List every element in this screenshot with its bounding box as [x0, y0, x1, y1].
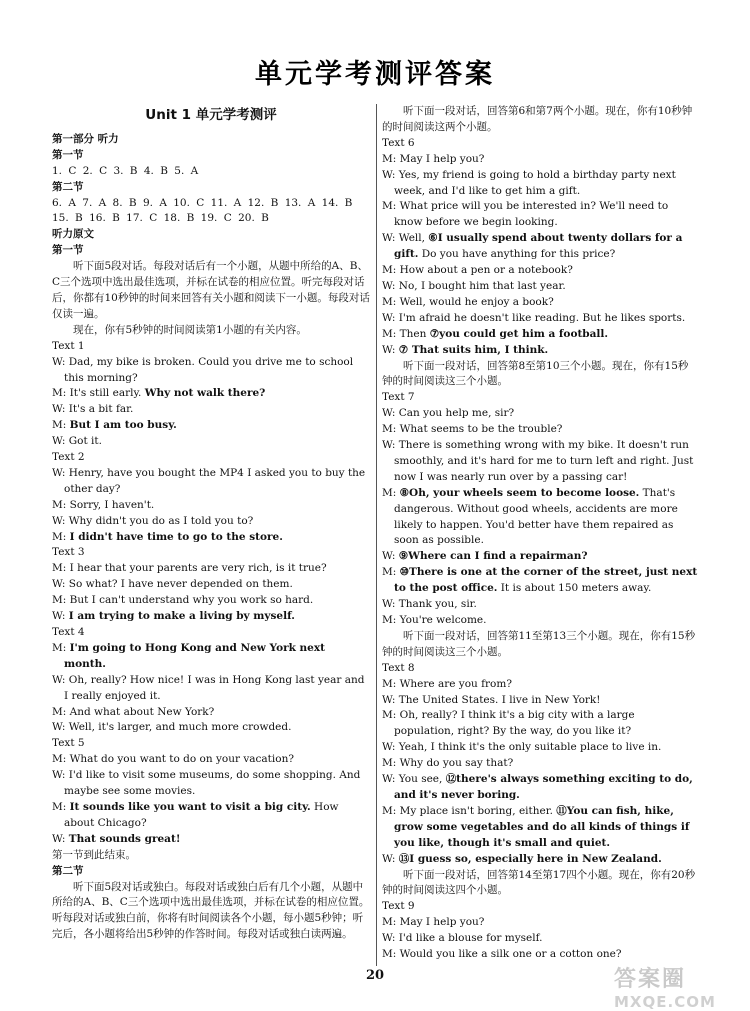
- line-text: M:: [52, 800, 70, 813]
- dialogue-line: [52, 768, 370, 800]
- line-text: M: Oh, really? I think it's a big city with a large population, right? By the way, do you like it?: [382, 709, 635, 738]
- dialogue-line: [52, 514, 370, 530]
- section-heading: [52, 132, 370, 148]
- line-text: 第二节: [52, 180, 84, 193]
- line-text: W: Yes, my friend is going to hold a birthday party next week, and I'd like to get him a gift.: [382, 168, 676, 197]
- dialogue-line: [382, 804, 698, 852]
- line-text: W: Well,: [382, 232, 429, 245]
- line-text: Text 5: [52, 737, 85, 750]
- answer-key-text: ⑪You can fish, hike, grow some vegetables and do all kinds of things if you like, though it's small and quiet.: [394, 804, 690, 849]
- line-text: W: Yeah, I think it's the only suitable place to live in.: [382, 741, 662, 754]
- line-text: Text 2: [52, 451, 85, 464]
- dialogue-line: [52, 434, 370, 450]
- answer-key-text: ⑥I usually spend about twenty dollars for a gift.: [394, 232, 683, 261]
- answer-key-text: I am trying to make a living by myself.: [68, 610, 295, 623]
- line-text: W:: [52, 610, 69, 623]
- line-text: W: Henry, have you bought the MP4 I asked you to buy the other day?: [52, 466, 366, 495]
- line-text: W: Thank you, sir.: [382, 598, 477, 611]
- line-text: 第一节: [52, 148, 84, 161]
- text-line: [52, 211, 370, 227]
- line-text: M:: [52, 419, 70, 432]
- line-text: Text 3: [52, 546, 85, 559]
- dialogue-line: [52, 418, 370, 434]
- text-line: [52, 736, 370, 752]
- dialogue-line: [52, 832, 370, 848]
- line-text: 15. B 16. B 17. C 18. B 19. C 20. B: [52, 212, 269, 225]
- line-text: Text 7: [382, 391, 415, 404]
- line-text: 现在，你有5秒钟的时间阅读第1小题的有关内容。: [73, 323, 307, 336]
- dialogue-line: [382, 947, 698, 963]
- line-text: M:: [52, 641, 70, 654]
- column-divider: [376, 104, 377, 966]
- dialogue-line: [382, 597, 698, 613]
- line-text: W: No, I bought him that last year.: [382, 279, 566, 292]
- line-text: W: Dad, my bike is broken. Could you drive me to school this morning?: [52, 355, 354, 384]
- line-text: M:: [52, 530, 70, 543]
- answer-key-text: ⑦you could get him a football.: [429, 327, 609, 340]
- text-line: [382, 104, 698, 136]
- line-text: Text 1: [52, 339, 85, 352]
- line-text: Text 6: [382, 136, 415, 149]
- section-heading: [52, 243, 370, 259]
- line-text: 第一节到此结束。: [52, 848, 136, 861]
- line-text: W:: [382, 852, 399, 865]
- text-line: [382, 136, 698, 152]
- dialogue-line: [52, 673, 370, 705]
- watermark-top: 答案圈: [614, 967, 687, 992]
- text-line: [382, 899, 698, 915]
- dialogue-line: [52, 800, 370, 832]
- line-text-after: It is about 150 meters away.: [497, 582, 652, 595]
- dialogue-line: [382, 263, 698, 279]
- dialogue-line: [382, 915, 698, 931]
- text-line: [382, 359, 698, 391]
- line-text: M: What seems to be the trouble?: [382, 423, 563, 436]
- line-text: W: So what? I have never depended on them.: [52, 578, 293, 591]
- dialogue-line: [382, 438, 698, 486]
- dialogue-line: [382, 772, 698, 804]
- dialogue-line: [52, 609, 370, 625]
- section-heading: [52, 180, 370, 196]
- text-line: [52, 450, 370, 466]
- line-text: M: May I help you?: [382, 916, 485, 929]
- line-text: W:: [382, 343, 399, 356]
- line-text: M: Well, would he enjoy a book?: [382, 295, 554, 308]
- dialogue-line: [52, 561, 370, 577]
- text-line: [52, 164, 370, 180]
- line-text: 听下面5段对话或独白。每段对话或独白后有几个小题，从题中所给的A、B、C三个选项中选出最佳选项，并标在试卷的相应位置。听每段对话或独白前，你将有时间阅读各个小题，每小题5秒钟；听完后，各小题将给出5秒钟的作答时间。每段对话或独白读两遍。: [52, 880, 370, 941]
- page-title: 单元学考测评答案: [255, 59, 495, 90]
- line-text: 6. A 7. A 8. B 9. A 10. C 11. A 12. B 13. A 14. B: [52, 196, 353, 209]
- line-text: W: The United States. I live in New York!: [382, 693, 601, 706]
- line-text: M: My place isn't boring, either.: [382, 804, 557, 817]
- text-line: [382, 390, 698, 406]
- line-text: M: It's still early.: [52, 387, 145, 400]
- line-text: W: Oh, really? How nice! I was in Hong Kong last year and I really enjoyed it.: [52, 673, 365, 702]
- answer-key-text: But I am too busy.: [69, 419, 177, 432]
- line-text: W: Well, it's larger, and much more crowded.: [52, 721, 292, 734]
- dialogue-line: [52, 641, 370, 673]
- line-text: 听下面一段对话，回答第8至第10三个小题。现在，你有15秒钟的时间阅读这三个小题。: [382, 359, 689, 388]
- answer-key-text: It sounds like you want to visit a big city.: [69, 800, 311, 813]
- answer-key-text: I didn't have time to go to the store.: [69, 530, 283, 543]
- line-text: W:: [52, 832, 69, 845]
- dialogue-line: [382, 756, 698, 772]
- dialogue-line: [52, 386, 370, 402]
- line-text: W: I'd like a blouse for myself.: [382, 932, 543, 945]
- text-line: [52, 880, 370, 944]
- line-text: 听下面一段对话，回答第11至第13三个小题。现在，你有15秒钟的时间阅读这三个小题。: [382, 629, 696, 658]
- line-text: M:: [382, 566, 400, 579]
- section-heading: [52, 864, 370, 880]
- dialogue-line: [382, 931, 698, 947]
- line-text: M: How about a pen or a notebook?: [382, 264, 573, 277]
- dialogue-line: [52, 593, 370, 609]
- line-text: Text 9: [382, 900, 415, 913]
- answer-key-text: ⑬I guess so, especially here in New Zealand.: [398, 852, 662, 865]
- text-line: [382, 629, 698, 661]
- line-text: M: Then: [382, 327, 430, 340]
- dialogue-line: [382, 343, 698, 359]
- line-text: M: You're welcome.: [382, 614, 487, 626]
- watermark-logo: [614, 962, 742, 1011]
- answer-key-text: Why not walk there?: [144, 387, 266, 400]
- dialogue-line: [382, 406, 698, 422]
- right-column: [382, 104, 698, 963]
- line-text: 第二节: [52, 864, 84, 877]
- dialogue-line: [52, 720, 370, 736]
- dialogue-line: [382, 693, 698, 709]
- dialogue-line: [52, 466, 370, 498]
- line-text: M: Where are you from?: [382, 677, 512, 690]
- dialogue-line: [52, 402, 370, 418]
- line-text-after: That's dangerous. Without good wheels, accidents are more likely to happen. You'd better have them repaired as soon as possible.: [394, 486, 678, 547]
- text-line: [52, 196, 370, 212]
- dialogue-line: [52, 705, 370, 721]
- text-line: [52, 625, 370, 641]
- text-line: [52, 848, 370, 864]
- unit-heading: Unit 1 单元学考测评: [145, 107, 277, 123]
- line-text: 听力原文: [52, 228, 94, 241]
- dialogue-line: [382, 231, 698, 263]
- line-text: M: And what about New York?: [52, 705, 215, 718]
- page-number: 20: [365, 968, 385, 983]
- line-text: M: Sorry, I haven't.: [52, 498, 155, 511]
- dialogue-line: [382, 852, 698, 868]
- line-text: Text 8: [382, 661, 415, 674]
- line-text: 第一节: [52, 244, 84, 257]
- line-text: M:: [382, 486, 400, 499]
- answer-key-text: ⑨Where can I find a repairman?: [398, 550, 588, 563]
- dialogue-line: [382, 422, 698, 438]
- text-line: [382, 868, 698, 900]
- dialogue-line: [382, 565, 698, 597]
- line-text: W:: [382, 550, 399, 563]
- line-text: W: I'd like to visit some museums, do some shopping. And maybe see some movies.: [52, 769, 361, 798]
- dialogue-line: [382, 199, 698, 231]
- line-text-after: How about Chicago?: [64, 800, 339, 829]
- line-text: M: Would you like a silk one or a cotton one?: [382, 948, 622, 961]
- answer-key-text: That sounds great!: [68, 832, 181, 845]
- line-text: 听下面一段对话，回答第6和第7两个小题。现在，你有10秒钟的时间阅读这两个小题。: [382, 105, 693, 133]
- left-column: [52, 104, 370, 943]
- right-column-body: [382, 104, 698, 963]
- dialogue-line: [382, 279, 698, 295]
- dialogue-line: [52, 577, 370, 593]
- line-text: M: But I can't understand why you work so hard.: [52, 594, 314, 607]
- section-heading: [52, 148, 370, 164]
- section-heading: [52, 227, 370, 243]
- dialogue-line: [52, 752, 370, 768]
- line-text: W: You see,: [382, 773, 446, 786]
- line-text-after: Do you have anything for this price?: [418, 248, 616, 261]
- line-text: 1. C 2. C 3. B 4. B 5. A: [52, 164, 199, 177]
- dialogue-line: [52, 498, 370, 514]
- left-column-body: [52, 132, 370, 943]
- line-text: W: Can you help me, sir?: [382, 407, 515, 420]
- line-text: M: Why do you say that?: [382, 757, 514, 770]
- line-text: M: What do you want to do on your vacation?: [52, 753, 294, 766]
- dialogue-line: [382, 740, 698, 756]
- line-text: W: Why didn't you do as I told you to?: [52, 514, 254, 527]
- dialogue-line: [382, 708, 698, 740]
- answer-key-text: ⑫there's always something exciting to do, and it's never boring.: [394, 773, 693, 801]
- line-text: M: May I help you?: [382, 152, 485, 165]
- line-text: W: I'm afraid he doesn't like reading. But he likes sports.: [382, 311, 686, 324]
- dialogue-line: [382, 613, 698, 629]
- line-text: M: What price will you be interested in? We'll need to know before we begin looking.: [382, 200, 669, 229]
- dialogue-line: [382, 311, 698, 327]
- line-text: Text 4: [52, 626, 85, 638]
- text-line: [52, 339, 370, 355]
- line-text: W: It's a bit far.: [52, 403, 134, 416]
- line-text: W: There is something wrong with my bike. It doesn't run smoothly, and it's hard for me to turn left and right. Just now I was nearly run over by a passing car!: [382, 439, 694, 483]
- answer-key-text: ⑦ That suits him, I think.: [398, 343, 549, 356]
- line-text: W: Got it.: [52, 435, 102, 448]
- dialogue-line: [382, 677, 698, 693]
- answer-key-text: ⑧Oh, your wheels seem to become loose.: [399, 486, 640, 499]
- text-line: [382, 661, 698, 677]
- dialogue-line: [382, 327, 698, 343]
- answer-key-text: ⑩There is one at the corner of the street, just next to the post office.: [394, 566, 698, 595]
- dialogue-line: [382, 486, 698, 550]
- dialogue-line: [382, 168, 698, 200]
- line-text: M: I hear that your parents are very rich, is it true?: [52, 562, 327, 575]
- text-line: [52, 323, 370, 339]
- line-text: 听下面5段对话。每段对话后有一个小题，从题中所给的A、B、C三个选项中选出最佳选项，并标在试卷的相应位置。听完每段对话后，你都有10秒钟的时间来回答有关小题和阅读下一小题。每段对话仅读一遍。: [52, 260, 370, 320]
- dialogue-line: [382, 549, 698, 565]
- dialogue-line: [382, 295, 698, 311]
- dialogue-line: [52, 355, 370, 387]
- dialogue-line: [52, 530, 370, 546]
- answer-key-text: I'm going to Hong Kong and New York next month.: [64, 641, 325, 670]
- text-line: [52, 545, 370, 561]
- dialogue-line: [382, 152, 698, 168]
- line-text: 听下面一段对话，回答第14至第17四个小题。现在，你有20秒钟的时间阅读这四个小题。: [382, 868, 696, 897]
- text-line: [52, 259, 370, 323]
- watermark-bottom: MXQE.COM: [614, 993, 716, 1011]
- line-text: 第一部分 听力: [52, 132, 119, 145]
